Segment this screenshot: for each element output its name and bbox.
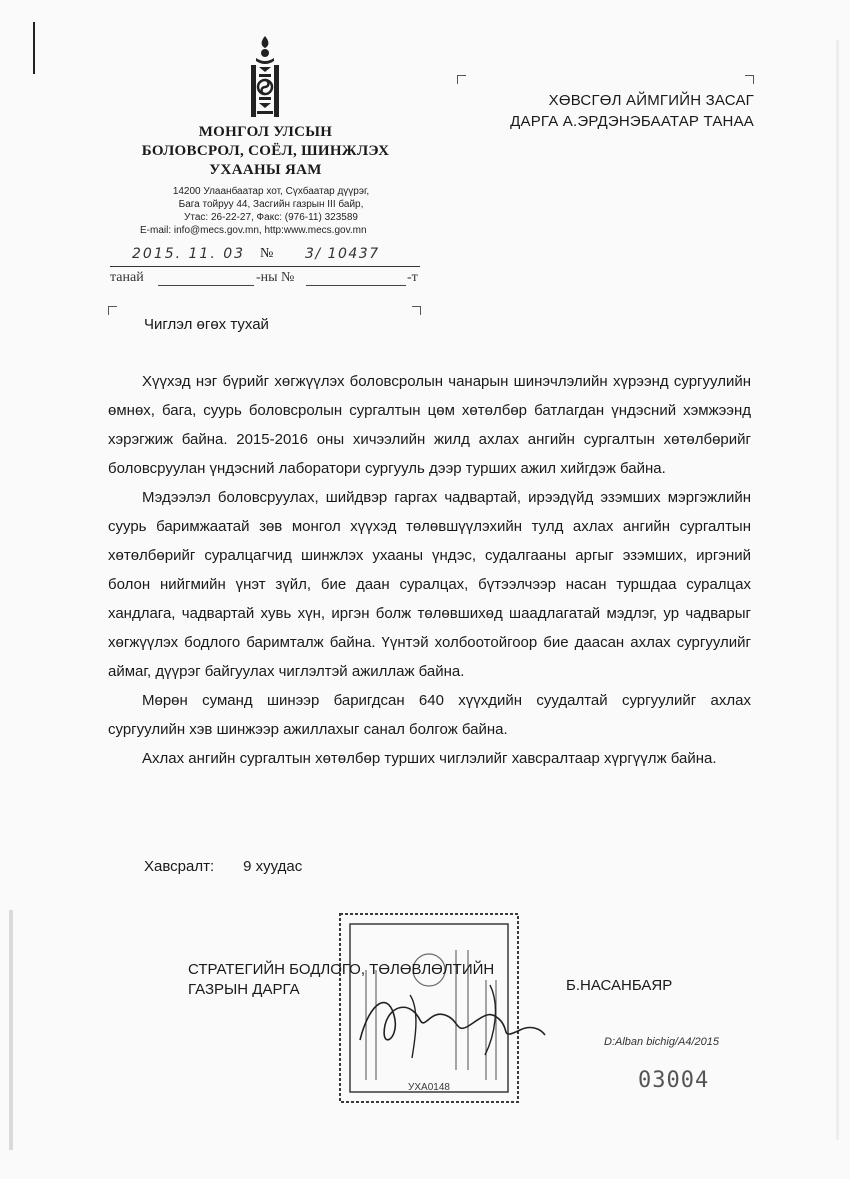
- attachment-label: Хавсралт:: [144, 858, 215, 875]
- reference-prefix: танай: [110, 270, 144, 285]
- registration-row: [110, 246, 420, 267]
- scan-edge-mark: [33, 22, 35, 74]
- reference-suffix: -т: [407, 270, 418, 285]
- body-paragraph: Мэдээлэл боловсруулах, шийдвэр гаргах чадвартай, ирээдүйд эзэмших мэргэжлийн суурь баримжаатай зөв монгол хүүхэд төлөвшүүлэхийн тулд ахлах ангийн сургалтын хөтөлбөрийг суралцагчид шинжлэх ухааны үндэс, судалгааны аргыг эзэмших, иргэний болон нийгмийн үнэт зүйл, бие даан суралцах, бүтээлчээр насан туршдаа суралцах хандлага, чадвартай хувь хүн, иргэн болж төлөвшихөд шаадлагатай мэдлэг, ур чадварыг хөгжүүлэх бодлого баримталж байна. Үүнтэй холбоотойгоор бие даасан ахлах сургуулийг аймаг, дүүрэг байгуулах чиглэлтэй ажиллаж байна.: [108, 489, 751, 680]
- body-paragraph: Ахлах ангийн сургалтын хөтөлбөр турших чиглэлийг хавсралтаар хүргүүлж байна.: [142, 750, 717, 767]
- address-line: Утас: 26-22-27, Факс: (976-11) 323589: [184, 212, 358, 223]
- registration-number: 3/ 10437: [305, 246, 380, 262]
- registration-number-label: №: [260, 246, 274, 261]
- body-paragraph: Хүүхэд нэг бүрийг хөгжүүлэх боловсролын чанарын шинэчлэлийн хүрээнд сургуулийн өмнөх, бага, суурь боловсролын сургалтын цөм хөтөлбөр батлагдан үндэсний хэмжээнд хэрэгжиж байна. 2015-2016 оны хичээлийн жилд ахлах ангийн сургалтын хөтөлбөрийг боловсруулан үндэсний лаборатори сургууль дээр турших ажил хийгдэж байна.: [108, 373, 751, 477]
- body-paragraph: Мөрөн суманд шинээр баригдсан 640 хүүхдийн суудалтай сургуулийг ахлах сургуулийн хэв шинжээр ажиллахыг санал болгож байна.: [108, 692, 751, 738]
- registration-date: 2015. 11. 03: [132, 246, 246, 262]
- reference-blank-line: [158, 285, 254, 286]
- ministry-line: УХААНЫ ЯАМ: [209, 162, 322, 178]
- address-line: Бага тойруу 44, Засгийн газрын III байр,: [178, 199, 364, 210]
- addressee-block: [470, 90, 754, 132]
- reference-row: [110, 270, 430, 290]
- signatory-name: Б.НАСАНБАЯР: [566, 977, 673, 994]
- ministry-line: МОНГОЛ УЛСЫН: [198, 124, 333, 140]
- addressee-line: ДАРГА А.ЭРДЭНЭБААТАР ТАНАА: [510, 113, 754, 130]
- attachment-note: [144, 858, 302, 875]
- ministry-line: БОЛОВСРОЛ, СОЁЛ, ШИНЖЛЭХ: [141, 143, 390, 159]
- address-line: 14200 Улаанбаатар хот, Сүхбаатар дүүрэг,: [172, 186, 370, 197]
- scan-artifact: [836, 40, 839, 1140]
- addressee-line: ХӨВСГӨЛ АЙМГИЙН ЗАСАГ: [548, 92, 754, 109]
- letter-body: [108, 367, 751, 773]
- addressee-corner-bracket: [457, 75, 466, 84]
- incoming-stamp-number: 03004: [638, 1068, 710, 1093]
- reference-blank-line: [306, 285, 406, 286]
- addressee-corner-bracket: [745, 75, 754, 84]
- scan-artifact: [9, 910, 13, 1150]
- signatory-title-line: ГАЗРЫН ДАРГА: [188, 981, 300, 998]
- handwritten-signature-icon: [350, 980, 550, 1060]
- signatory-title-line: СТРАТЕГИЙН БОДЛОГО, ТӨЛӨВЛӨЛТИЙН: [188, 961, 495, 978]
- stamp-text: УХА0148: [408, 1082, 450, 1093]
- document-reference: D:Alban bichig/A4/2015: [604, 1036, 719, 1048]
- letter-subject: Чиглэл өгөх тухай: [144, 316, 269, 333]
- address-line: E-mail: info@mecs.gov.mn, http:www.mecs.gov.mn: [140, 225, 367, 236]
- subject-corner-bracket: [108, 306, 117, 315]
- soyombo-emblem-icon: [245, 34, 285, 122]
- reference-mid: -ны №: [256, 270, 295, 285]
- subject-corner-bracket: [412, 306, 421, 315]
- attachment-value: 9 хуудас: [243, 858, 303, 875]
- ministry-name: [128, 123, 403, 180]
- ministry-address: [140, 185, 402, 237]
